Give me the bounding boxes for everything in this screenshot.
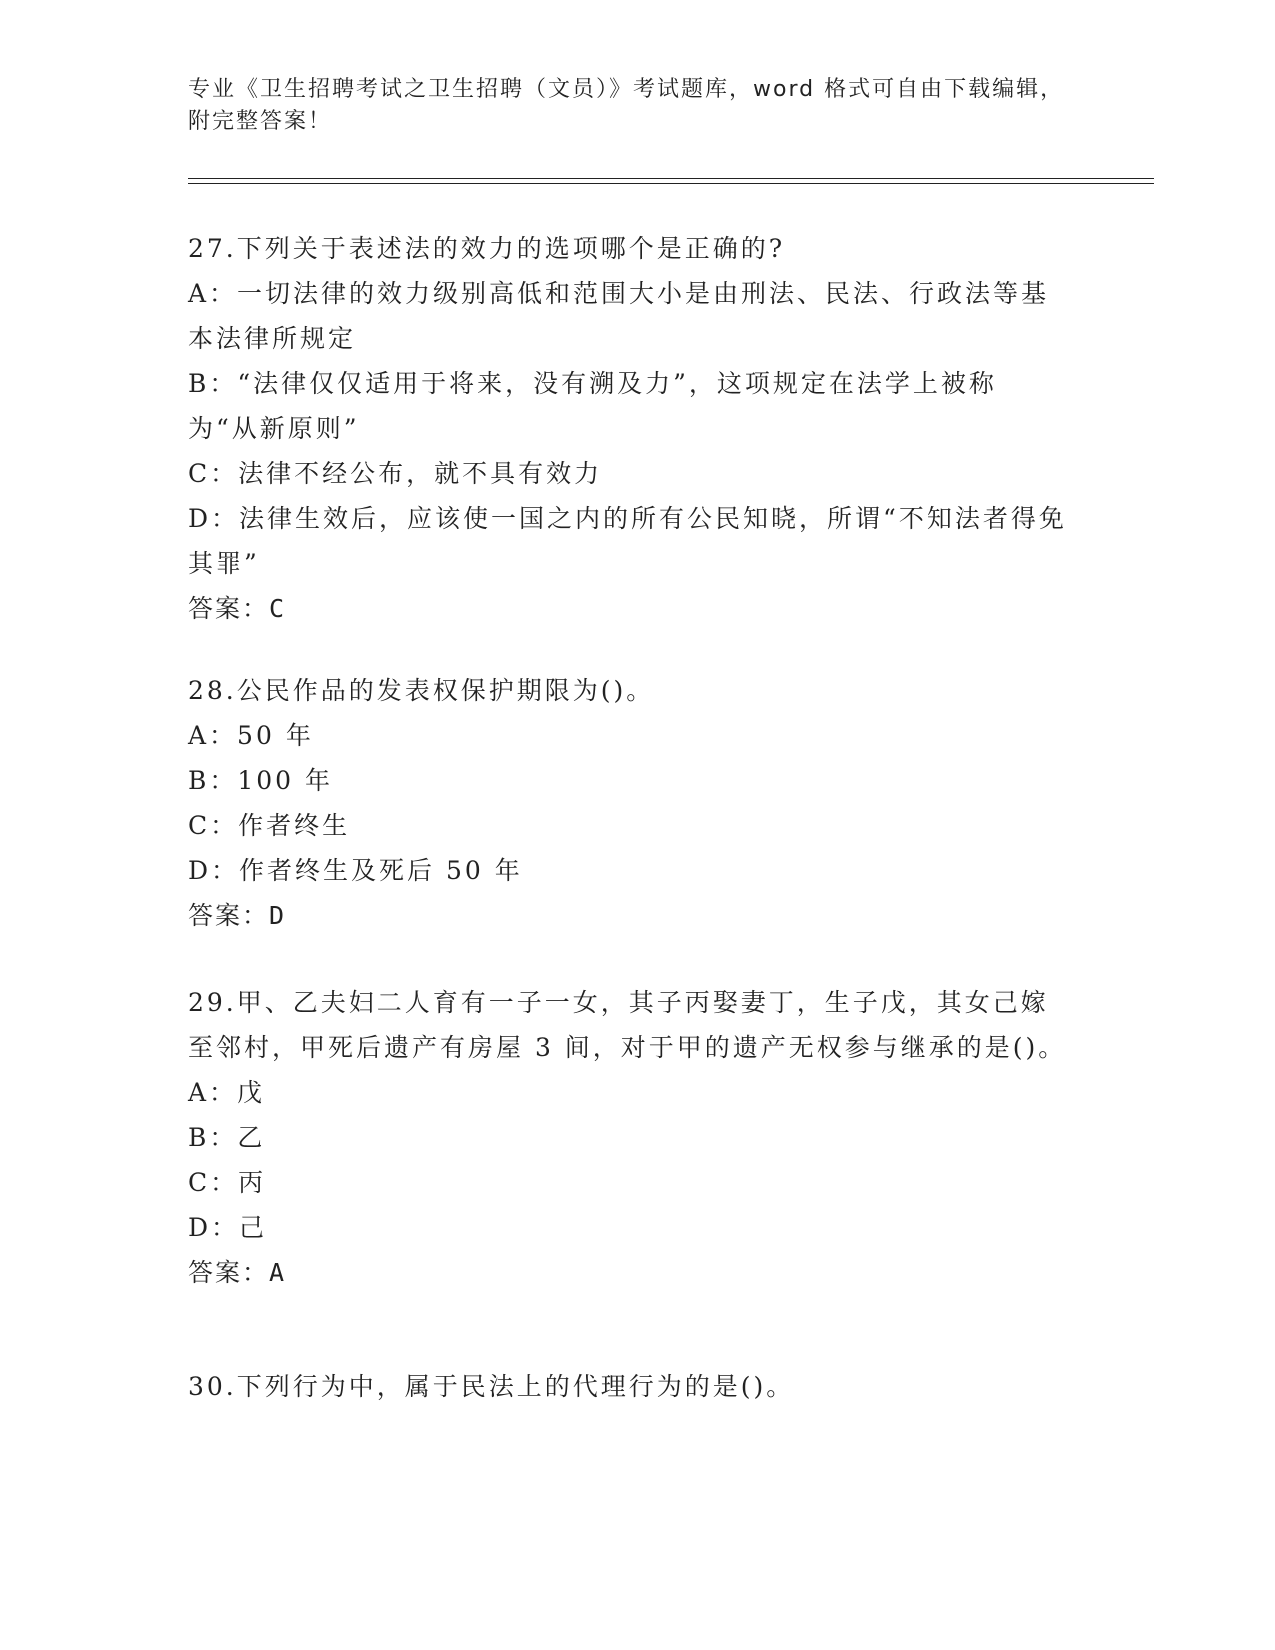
answer-line xyxy=(188,1250,1068,1295)
answer-value: A xyxy=(269,1258,287,1287)
question-stem: 29.甲、乙夫妇二人育有一子一女，其子丙娶妻丁，生子戊，其女己嫁至邻村，甲死后遗产有房屋 3 间，对于甲的遗产无权参与继承的是()。 xyxy=(188,988,1067,1062)
option-c: C：作者终生 xyxy=(188,811,351,840)
option-a: A：50 年 xyxy=(188,721,314,750)
option-b: B：100 年 xyxy=(188,766,334,795)
option-a: A：戊 xyxy=(188,1078,266,1107)
answer-value: C xyxy=(269,594,287,623)
answer-label: 答案： xyxy=(188,901,270,930)
question-stem: 30.下列行为中，属于民法上的代理行为的是()。 xyxy=(188,1372,795,1401)
option-d: D：作者终生及死后 50 年 xyxy=(188,856,523,885)
question-29 xyxy=(188,980,1068,1295)
question-28 xyxy=(188,668,1068,938)
question-stem: 27.下列关于表述法的效力的选项哪个是正确的? xyxy=(188,234,786,263)
question-stem: 28.公民作品的发表权保护期限为()。 xyxy=(188,676,655,705)
answer-line xyxy=(188,586,1068,631)
option-b: B：“法律仅仅适用于将来，没有溯及力”，这项规定在法学上被称为“从新原则” xyxy=(188,369,997,443)
header-divider-top xyxy=(188,178,1154,179)
question-27 xyxy=(188,226,1068,631)
answer-label: 答案： xyxy=(188,1258,270,1287)
header-divider-bottom xyxy=(188,183,1154,184)
answer-line xyxy=(188,893,1068,938)
question-30 xyxy=(188,1364,1068,1409)
answer-label: 答案： xyxy=(188,594,270,623)
option-d: D：己 xyxy=(188,1213,268,1242)
option-d: D：法律生效后，应该使一国之内的所有公民知晓，所谓“不知法者得免其罪” xyxy=(188,504,1067,578)
option-c: C：法律不经公布，就不具有效力 xyxy=(188,459,603,488)
answer-value: D xyxy=(269,901,287,930)
option-b: B：乙 xyxy=(188,1123,266,1152)
header-intro: 专业《卫生招聘考试之卫生招聘（文员）》考试题库，word 格式可自由下载编辑，附完整答案！ xyxy=(188,77,1065,134)
option-a: A：一切法律的效力级别高低和范围大小是由刑法、民法、行政法等基本法律所规定 xyxy=(188,279,1050,353)
option-c: C：丙 xyxy=(188,1168,267,1197)
